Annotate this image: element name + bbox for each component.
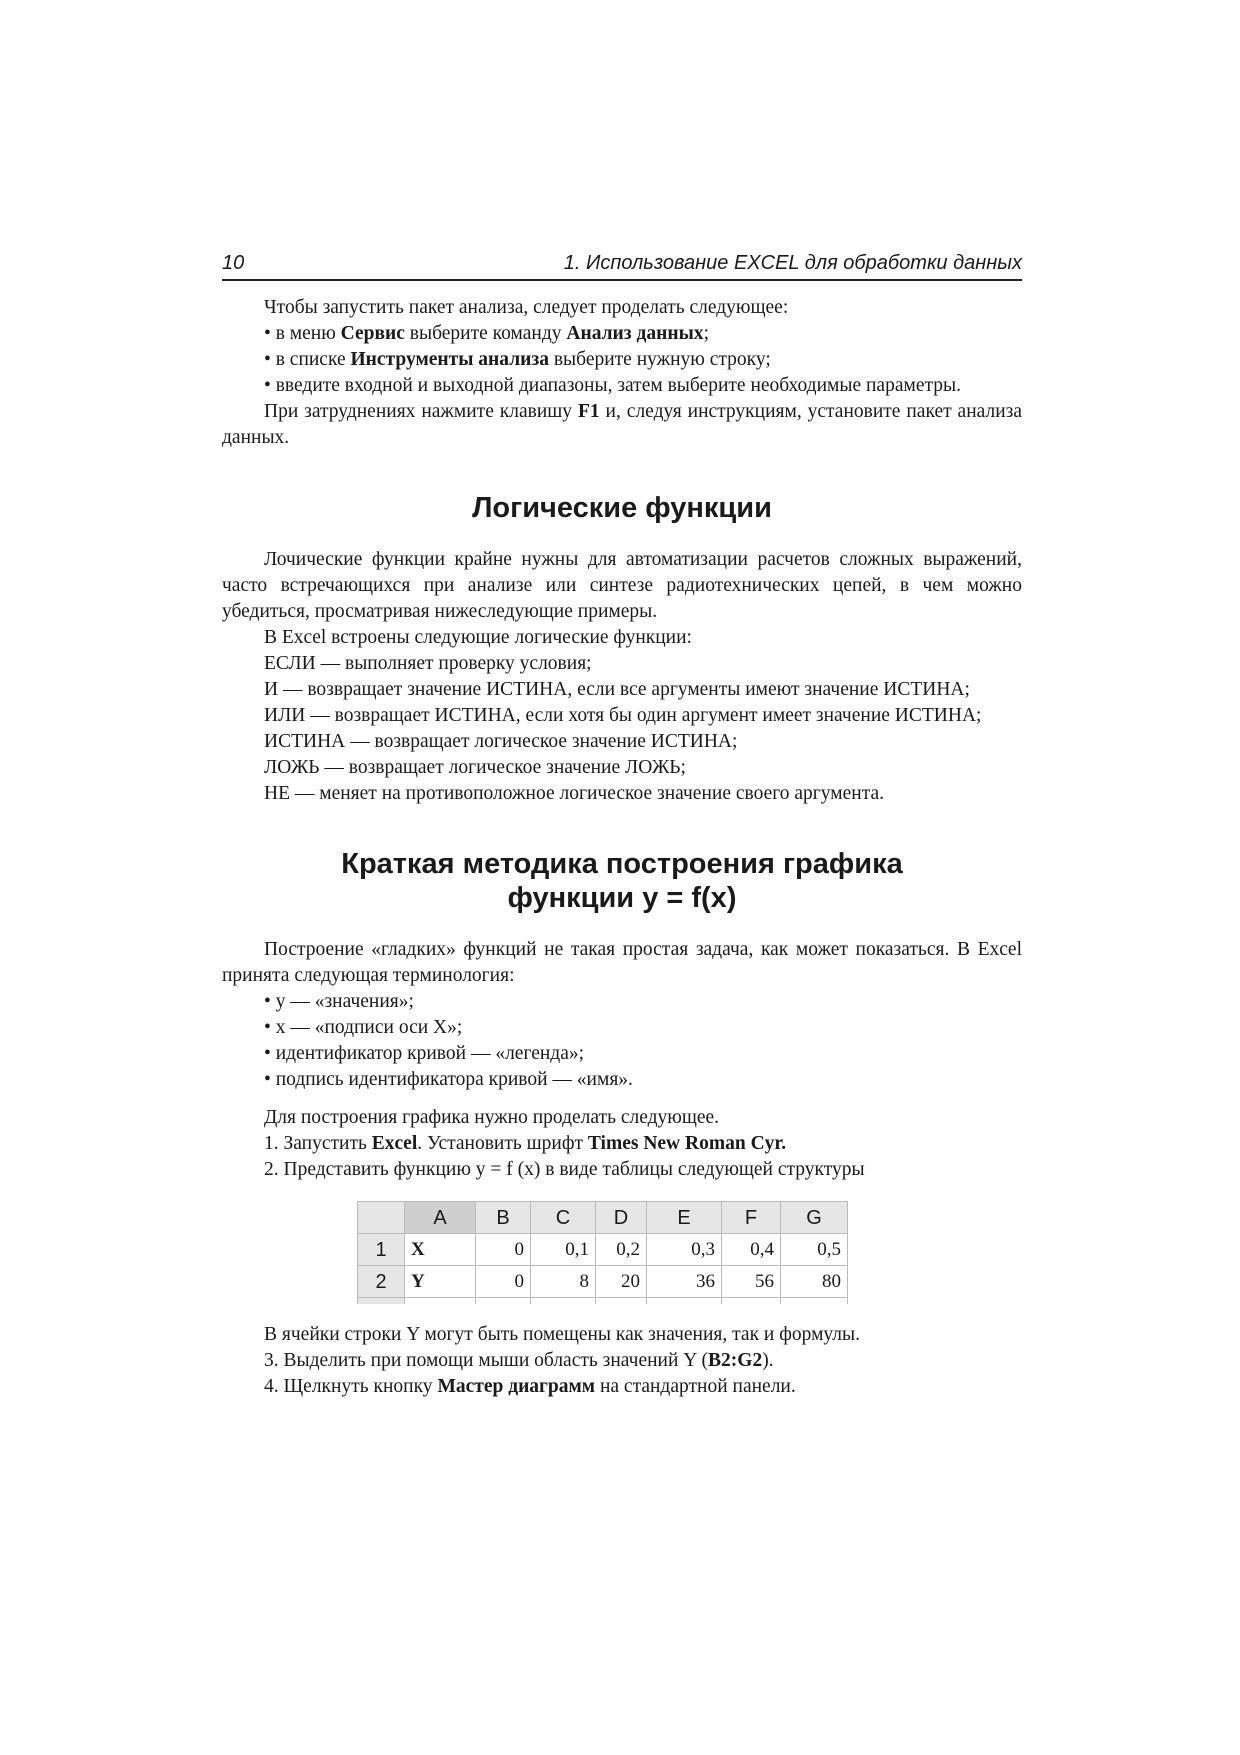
cell: 0,3 (647, 1234, 722, 1266)
cell: 20 (596, 1266, 647, 1298)
step-2: 2. Представить функцию y = f (x) в виде таблицы следующей структуры (264, 1159, 865, 1180)
intro-bullet-3: • введите входной и выходной диапазоны, затем выберите необходимые параметры. (264, 375, 961, 396)
column-header-row (358, 1202, 848, 1234)
cell: 0,1 (531, 1234, 596, 1266)
col-header-b: B (476, 1202, 531, 1234)
intro-paragraph: Чтобы запустить пакет анализа, следует проделать следующее: (264, 297, 789, 318)
cell-label: Y (405, 1266, 476, 1298)
cell: 8 (531, 1266, 596, 1298)
logic-func-and: И — возвращает значение ИСТИНА, если все аргументы имеют значение ИСТИНА; (264, 679, 970, 700)
logic-func-not: НЕ — меняет на противоположное логическое значение своего аргумента. (264, 783, 884, 804)
page-number: 10 (222, 252, 245, 274)
cell-label: X (405, 1234, 476, 1266)
step-3: 3. Выделить при помощи мыши область значений Y (B2:G2). (264, 1350, 774, 1371)
col-header-e: E (647, 1202, 722, 1234)
cell: 0 (476, 1234, 531, 1266)
chapter-title: 1. Использование EXCEL для обработки данных (563, 252, 1022, 274)
logic-func-if: ЕСЛИ — выполняет проверку условия; (264, 653, 592, 674)
cell: 0,4 (722, 1234, 781, 1266)
row-header: 1 (358, 1234, 405, 1266)
logic-func-or: ИЛИ — возвращает ИСТИНА, если хотя бы один аргумент имеет значение ИСТИНА; (264, 705, 982, 726)
term-legend: • идентификатор кривой — «легенда»; (264, 1043, 585, 1064)
row-header: 2 (358, 1266, 405, 1298)
cells-note: В ячейки строки Y могут быть помещены как значения, так и формулы. (264, 1324, 861, 1345)
col-header-g: G (781, 1202, 848, 1234)
table-row (358, 1266, 848, 1298)
book-page (222, 252, 1022, 1400)
term-y: • y — «значения»; (264, 991, 414, 1012)
cell: 36 (647, 1266, 722, 1298)
cell: 56 (722, 1266, 781, 1298)
page-content (222, 295, 1022, 1400)
intro-bullet-2: • в списке Инструменты анализа выберите нужную строку; (264, 349, 771, 370)
term-name: • подпись идентификатора кривой — «имя». (264, 1069, 633, 1090)
spreadsheet-table (357, 1201, 848, 1304)
logic-paragraph: Лочические функции крайне нужны для автоматизации расчетов сложных выражений, часто встречающихся при анализе или синтезе радиотехнических цепей, в чем можно убедиться, просматривая нижеследующие примеры. (222, 549, 1022, 622)
term-x: • x — «подписи оси X»; (264, 1017, 463, 1038)
intro-bullet-1: • в меню Сервис выберите команду Анализ данных; (264, 323, 709, 344)
logic-func-true: ИСТИНА — возвращает логическое значение ИСТИНА; (264, 731, 738, 752)
steps-intro: Для построения графика нужно проделать следующее. (264, 1107, 720, 1128)
step-4: 4. Щелкнуть кнопку Мастер диаграмм на стандартной панели. (264, 1376, 796, 1397)
logic-list-intro: В Excel встроены следующие логические функции: (264, 627, 692, 648)
partial-row (358, 1298, 848, 1305)
method-paragraph: Построение «гладких» функций не такая простая задача, как может показаться. В Excel принята следующая терминология: (222, 939, 1022, 986)
running-header (222, 252, 1022, 281)
logic-section-title: Логические функции (472, 492, 772, 524)
step-1: 1. Запустить Excel. Установить шрифт Times New Roman Cyr. (264, 1133, 787, 1154)
spreadsheet-figure (357, 1201, 1022, 1304)
col-header-c: C (531, 1202, 596, 1234)
cell: 80 (781, 1266, 848, 1298)
method-section-title: Краткая методика построения графика функции y = f(x) (341, 848, 903, 914)
cell: 0,5 (781, 1234, 848, 1266)
logic-func-false: ЛОЖЬ — возвращает логическое значение ЛОЖЬ; (264, 757, 686, 778)
table-row (358, 1234, 848, 1266)
col-header-d: D (596, 1202, 647, 1234)
col-header-f: F (722, 1202, 781, 1234)
cell: 0,2 (596, 1234, 647, 1266)
cell: 0 (476, 1266, 531, 1298)
col-header-a: A (405, 1202, 476, 1234)
corner-cell (358, 1202, 405, 1234)
intro-help-paragraph: При затруднениях нажмите клавишу F1 и, следуя инструкциям, установите пакет анализа данных. (222, 401, 1022, 448)
